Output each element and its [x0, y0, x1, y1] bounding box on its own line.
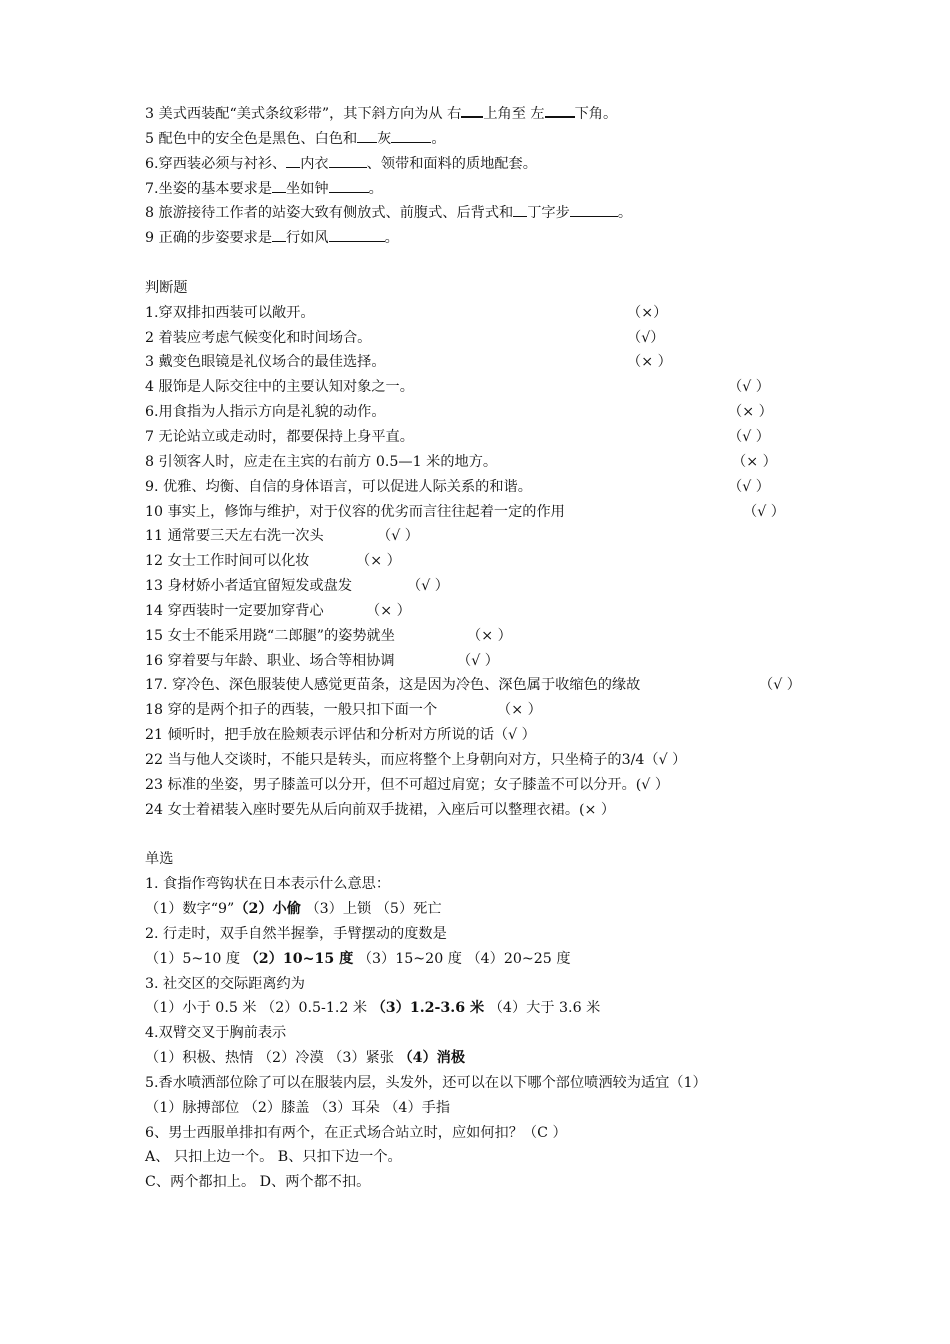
fill-question-5: 5 配色中的安全色是黑色、白色和 灰 。 [145, 130, 446, 147]
judge-item [145, 400, 845, 425]
judge-question: 17. 穿冷色、深色服装使人感觉更苗条，这是因为冷色、深色属于收缩色的缘故 [145, 677, 641, 694]
judge-question: 24 女士着裙装入座时要先从后向前双手拢裙，入座后可以整理衣裙。(× ） [145, 801, 616, 818]
choice-options-3: （1）小于 0.5 米 （2）0.5-1.2 米 （3）1.2-3.6 米 （4）大于 3.6 米 [145, 1000, 601, 1017]
judge-question: 2 着装应考虑气候变化和时间场合。 [145, 329, 372, 346]
blank [329, 241, 385, 242]
blank [513, 216, 527, 217]
choice-question-5: 5.香水喷洒部位除了可以在服装内层，头发外，还可以在以下哪个部位喷洒较为适宜（1） [145, 1074, 707, 1091]
judge-item [145, 698, 845, 723]
judge-question: 22 当与他人交谈时，不能只是转头，而应将整个上身朝向对方，只坐椅子的3/4（√ ） [145, 751, 687, 768]
judge-question: 11 通常要三天左右洗一次头 [145, 528, 324, 545]
choice-options-5: （1）脉搏部位 （2）膝盖 （3）耳朵 （4）手指 [145, 1099, 451, 1116]
judge-question: 8 引领客人时，应走在主宾的右前方 0.5—1 米的地方。 [145, 453, 498, 470]
choice-question-4: 4.双臂交叉于胸前表示 [145, 1025, 287, 1042]
judge-item [145, 673, 845, 698]
judge-item [145, 500, 845, 525]
judge-question: 9. 优雅、均衡、自信的身体语言，可以促进人际关系的和谐。 [145, 478, 532, 495]
choice-options-1: （1）数字“9”（2）小偷 （3）上锁 （5）死亡 [145, 901, 442, 917]
judge-answer-mark: （× ） [732, 453, 777, 470]
document-page [145, 102, 845, 1195]
judge-question: 3 戴变色眼镜是礼仪场合的最佳选择。 [145, 354, 386, 371]
choice-options-6b: C、两个都扣上。 D、两个都不扣。 [145, 1174, 371, 1191]
choice-question-3: 3. 社交区的交际距离约为 [145, 975, 305, 992]
judge-answer-mark: （√ ） [759, 677, 801, 694]
judge-item [145, 773, 845, 798]
blank [391, 142, 431, 143]
correct-answer: （3）1.2-3.6 米 [371, 1000, 485, 1017]
judge-question: 13 身材娇小者适宜留短发或盘发 [145, 578, 353, 595]
judge-item [145, 425, 845, 450]
choice-options-4: （1）积极、热情 （2）冷漠 （3）紧张 （4）消极 [145, 1050, 466, 1067]
judge-answer-mark: （×） [627, 304, 668, 321]
judge-item [145, 301, 845, 326]
fill-question-8: 8 旅游接待工作者的站姿大致有侧放式、前腹式、后背式和 丁字步 。 [145, 205, 633, 222]
judge-question: 12 女士工作时间可以化妆 [145, 553, 310, 570]
fill-question-9: 9 正确的步姿要求是 行如风 。 [145, 230, 399, 247]
choice-options-2: （1）5~10 度 （2）10~15 度 （3）15~20 度 （4）20~25 度 [145, 950, 571, 967]
judge-item [145, 549, 845, 574]
judge-answer-mark: （√ ） [728, 478, 770, 495]
judge-answer-mark: （× ） [728, 404, 773, 421]
judge-answer-mark: （× ） [356, 553, 401, 570]
judge-question: 6.用食指为人指示方向是礼貌的动作。 [145, 404, 386, 421]
judge-item [145, 524, 845, 549]
blank [357, 142, 377, 143]
blank [272, 241, 286, 242]
judge-answer-mark: （√） [627, 329, 665, 346]
choice-question-2: 2. 行走时，双手自然半握拳，手臂摆动的度数是 [145, 925, 447, 942]
choice-question-6: 6、男士西服单排扣有两个，在正式场合站立时，应如何扣？（C ） [145, 1124, 567, 1141]
judge-item [145, 599, 845, 624]
judge-question: 10 事实上，修饰与维护，对于仪容的优劣而言往往起着一定的作用 [145, 503, 565, 520]
blank [329, 167, 367, 168]
fill-question-6: 6.穿西装必须与衬衫、 内衣 、领带和面料的质地配套。 [145, 155, 537, 172]
correct-answer: （4）消极 [398, 1050, 466, 1067]
blank [329, 192, 369, 193]
fill-question-7: 7.坐姿的基本要求是 坐如钟 。 [145, 180, 383, 197]
judge-item [145, 450, 845, 475]
judge-answer-mark: （√ ） [743, 503, 785, 520]
judge-answer-mark: （√ ） [728, 379, 770, 396]
judge-question: 1.穿双排扣西装可以敞开。 [145, 304, 315, 321]
judge-question: 16 穿着要与年龄、职业、场合等相协调 [145, 652, 395, 669]
judge-item [145, 574, 845, 599]
judge-answer-mark: （√ ） [728, 428, 770, 445]
judge-answer-mark: （× ） [497, 702, 542, 719]
spacer [145, 822, 845, 847]
judge-item [145, 375, 845, 400]
judge-answer-mark: （√ ） [377, 528, 419, 545]
choice-options-6a: A、 只扣上边一个。 B、只扣下边一个。 [145, 1149, 402, 1166]
judge-question: 23 标准的坐姿，男子膝盖可以分开，但不可超过肩宽；女子膝盖不可以分开。(√ ） [145, 776, 670, 793]
judge-item [145, 748, 845, 773]
section-title-choice: 单选 [145, 851, 174, 868]
correct-answer: （2）小偷 [234, 901, 301, 917]
judge-question: 7 无论站立或走动时，都要保持上身平直。 [145, 428, 414, 445]
section-title-judge: 判断题 [145, 279, 188, 296]
judge-item [145, 624, 845, 649]
judge-answer-mark: （× ） [467, 627, 512, 644]
spacer [145, 251, 845, 276]
judge-item [145, 475, 845, 500]
judge-question: 14 穿西装时一定要加穿背心 [145, 602, 324, 619]
judge-question: 4 服饰是人际交往中的主要认知对象之一。 [145, 379, 414, 396]
judge-question: 18 穿的是两个扣子的西装，一般只扣下面一个 [145, 702, 438, 719]
judge-item [145, 723, 845, 748]
judge-item [145, 350, 845, 375]
blank [570, 216, 618, 217]
judge-answer-mark: （× ） [366, 602, 411, 619]
blank [272, 192, 286, 193]
judge-list [145, 301, 845, 823]
judge-item [145, 326, 845, 351]
judge-answer-mark: （× ） [627, 354, 672, 371]
judge-question: 21 倾听时，把手放在脸颊表示评估和分析对方所说的话（√ ） [145, 727, 536, 744]
fill-question-3: 3 美式西装配“美式条纹彩带”，其下斜方向为从 右 上角至 左 下角。 [145, 106, 618, 122]
correct-answer: （2）10~15 度 [244, 950, 354, 967]
judge-answer-mark: （√ ） [407, 578, 449, 595]
blank [461, 116, 483, 118]
choice-question-1: 1. 食指作弯钩状在日本表示什么意思： [145, 876, 391, 893]
judge-item [145, 649, 845, 674]
blank [545, 116, 575, 118]
judge-question: 15 女士不能采用跷“二郎腿”的姿势就坐 [145, 627, 395, 644]
judge-item [145, 798, 845, 823]
blank [286, 167, 300, 168]
judge-answer-mark: （√ ） [457, 652, 499, 669]
